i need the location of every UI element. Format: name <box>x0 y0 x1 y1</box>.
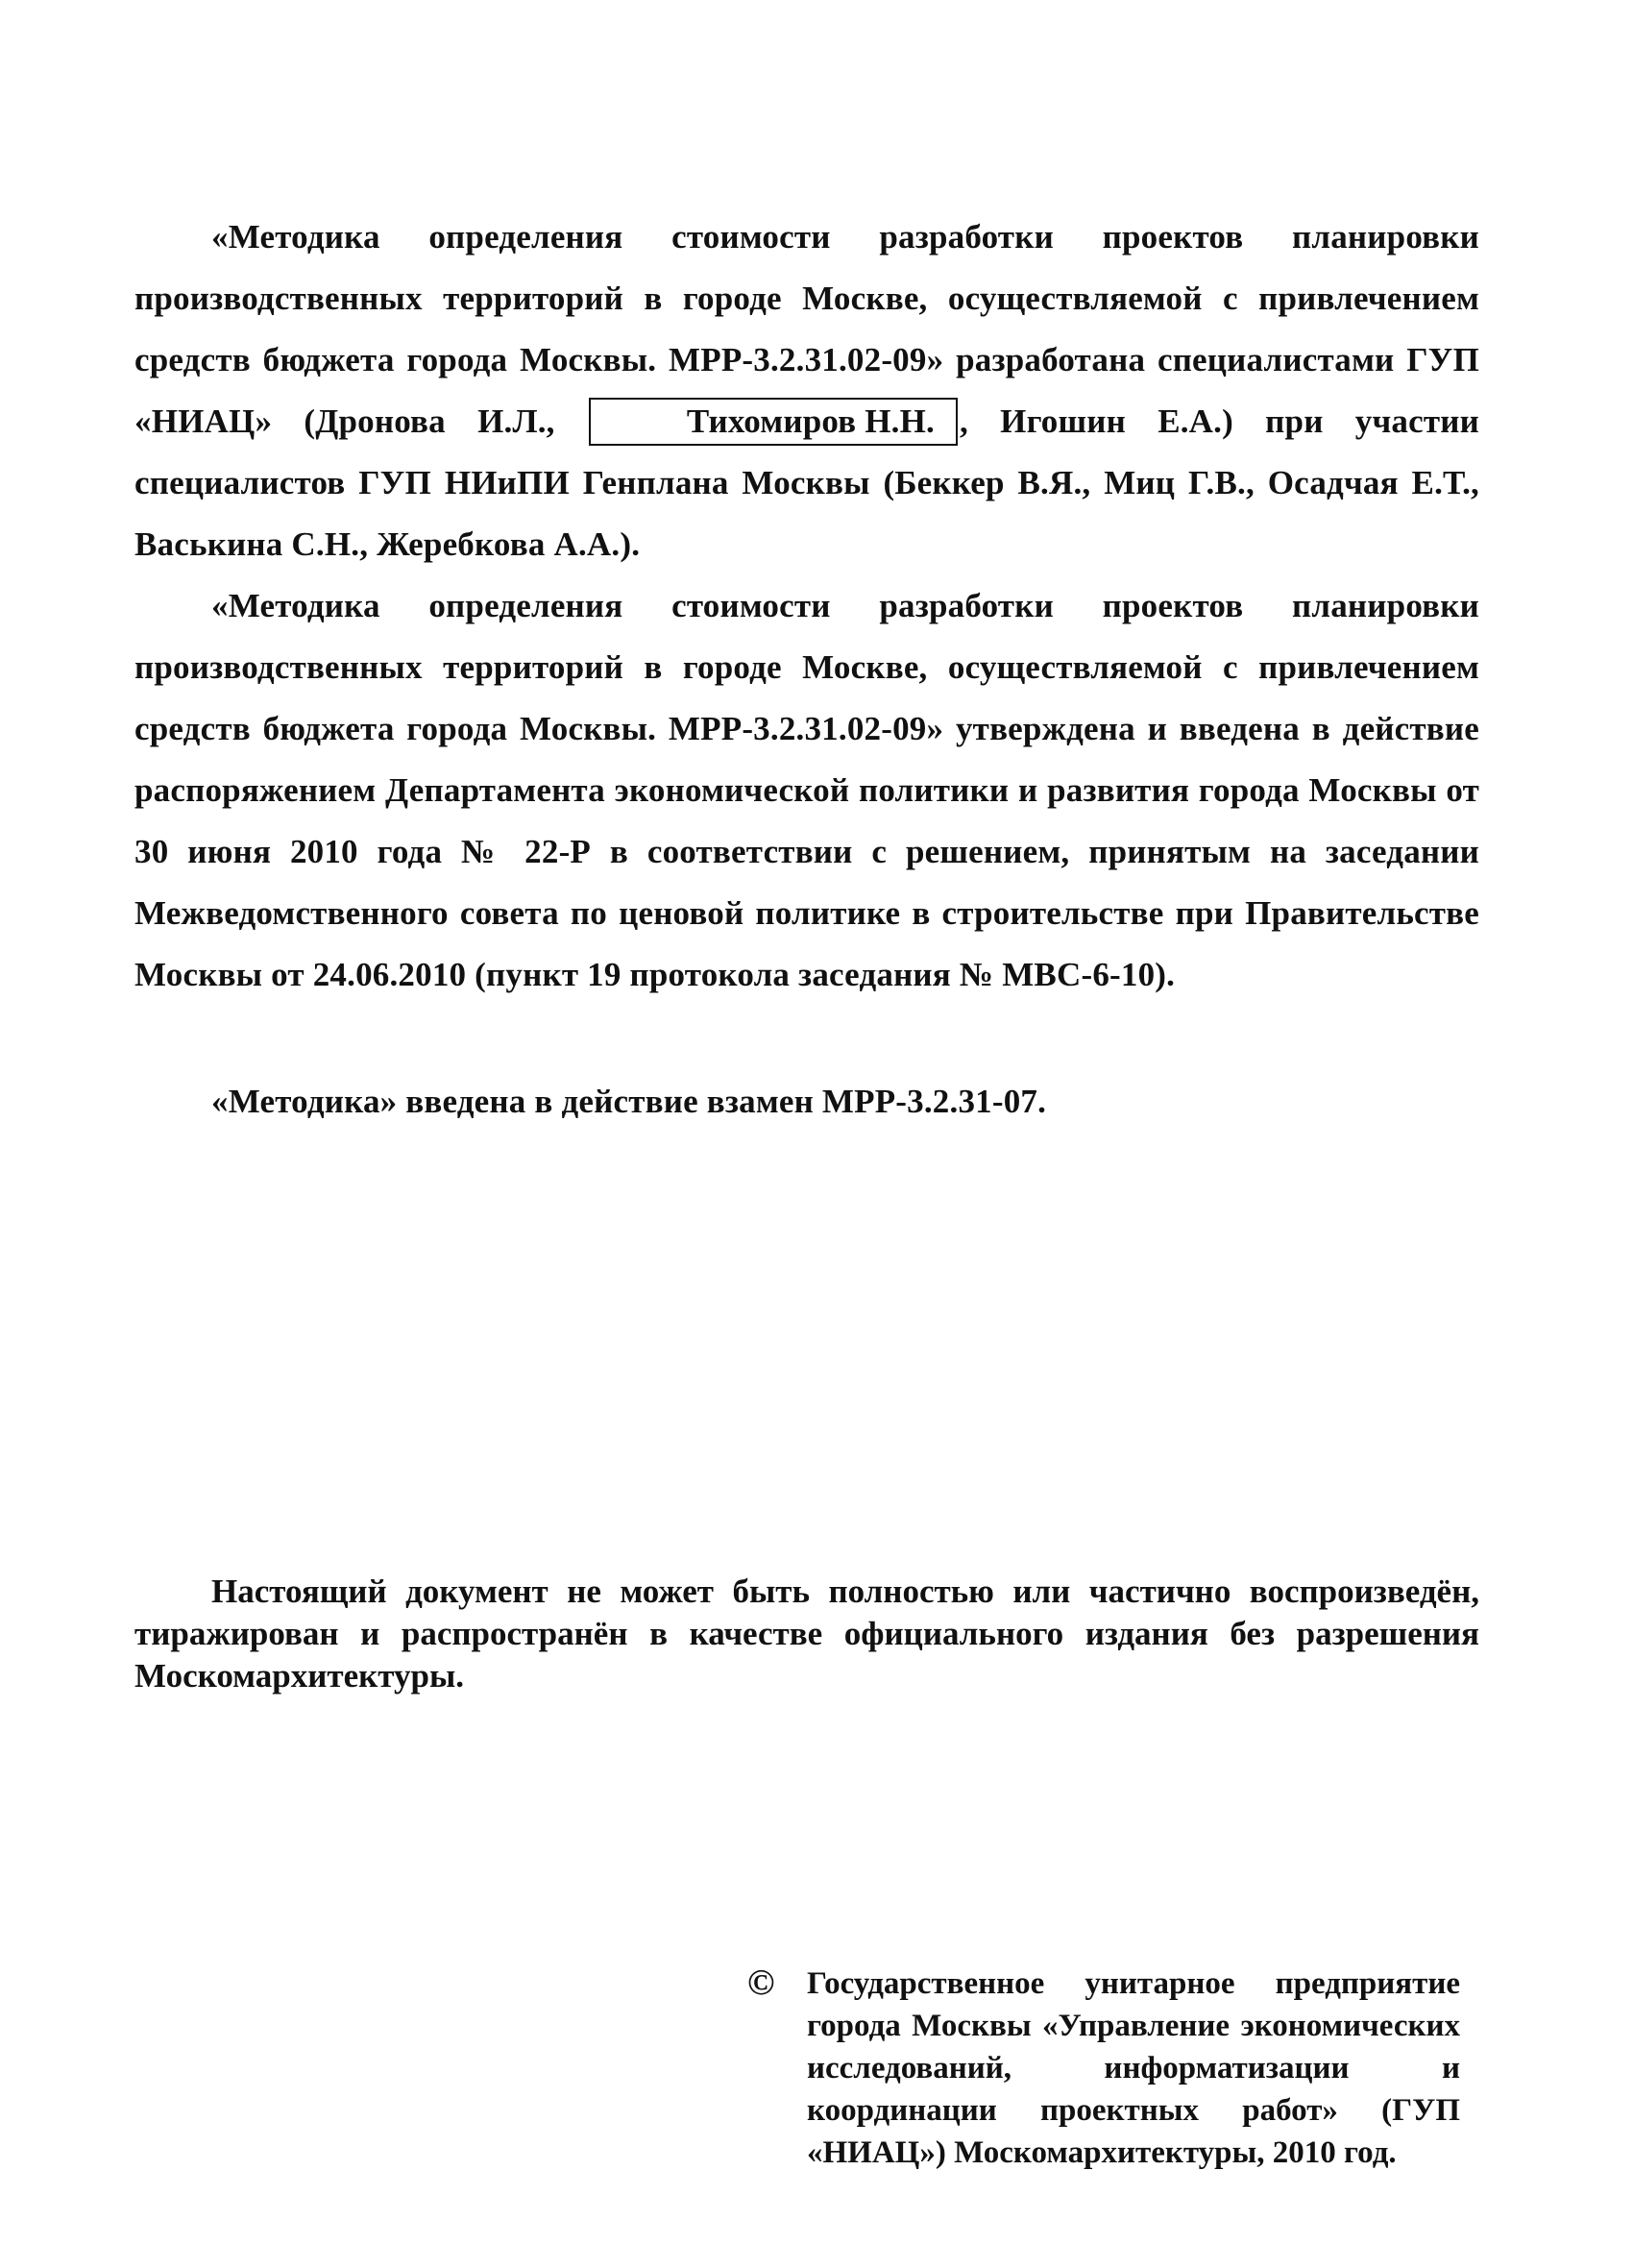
copyright-text: Государственное унитарное предприятие города Москвы «Управление экономических исследований, информатизации и координации проектных работ» (ГУП «НИАЦ») Москомархитектуры, 2010 год. <box>807 1966 1460 2170</box>
authors-text-end: , Игошин Е.А.) при участии специалистов ГУП НИиПИ Генплана Москвы (Беккер В.Я., Миц Г.В., Осадчая Е.Т., Васькина С.Н., Жеребкова А.А.). <box>134 402 1479 563</box>
highlighted-author-box: Тихомиров Н.Н. <box>589 398 958 446</box>
authors-text-start: «Методика определения стоимости разработки проектов планировки производственных территорий в городе Москве, осуществляемой с привлечением средств бюджета города Москвы. МРР-3.2.31.02-09» разработана специалистами ГУП «НИАЦ» (Дронова И.Л., <box>134 218 1479 440</box>
approval-paragraph: «Методика определения стоимости разработки проектов планировки производственных территорий в городе Москве, осуществляемой с привлечением средств бюджета города Москвы. МРР-3.2.31.02-09» утверждена и введена в действие распоряжением Департамента экономической политики и развития города Москвы от 30 июня 2010 года № 22-Р в соответствии с решением, принятым на заседании Межведомственного совета по ценовой политике в строительстве при Правительстве Москвы от 24.06.2010 (пункт 19 протокола заседания № МВС-6-10). <box>134 587 1479 993</box>
authors-paragraph <box>134 207 1479 575</box>
replacement-paragraph: «Методика» введена в действие взамен МРР-3.2.31-07. <box>211 1083 1047 1120</box>
reproduction-notice: Настоящий документ не может быть полностью или частично воспроизведён, тиражирован и распространён в качестве официального издания без разрешения Москомархитектуры. <box>134 1573 1479 1695</box>
copyright-icon: © <box>747 1963 775 2003</box>
